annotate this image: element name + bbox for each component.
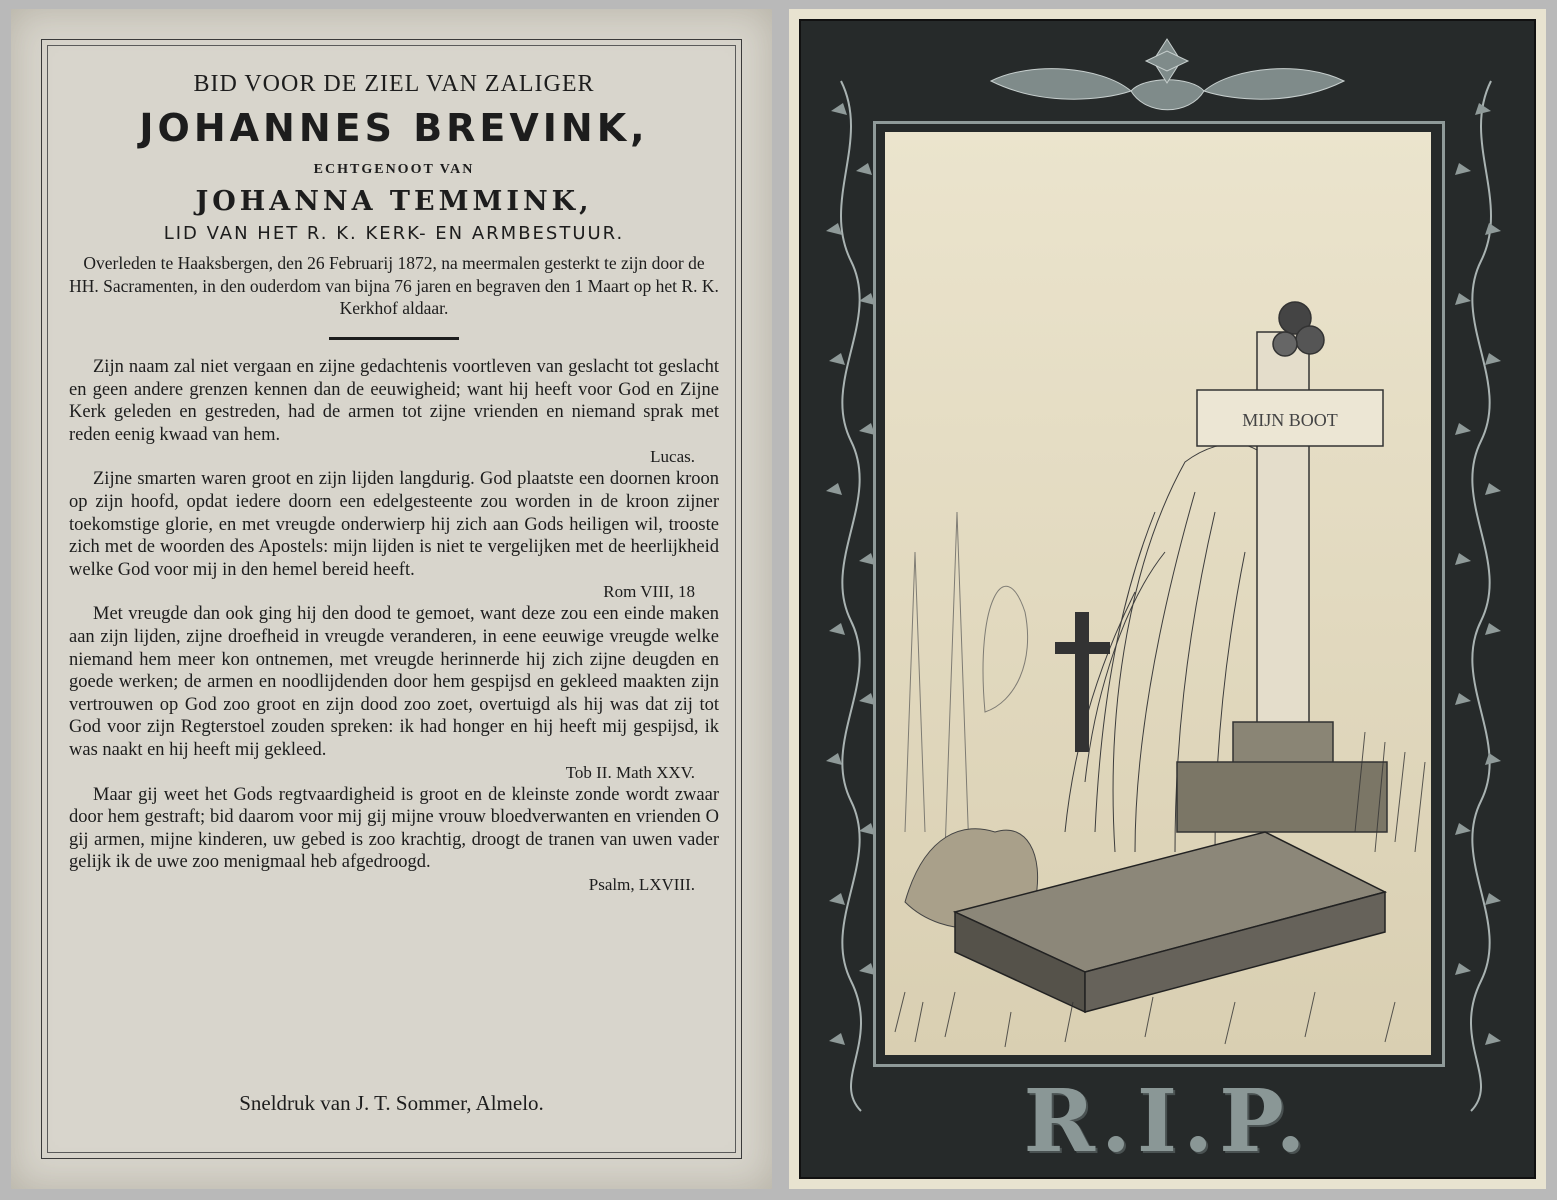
grave-illustration <box>885 132 1431 1055</box>
reference-2: Rom VIII, 18 <box>603 582 695 602</box>
reference-1: Lucas. <box>650 447 695 467</box>
grave-scene-icon <box>885 132 1431 1055</box>
paragraph-3 <box>69 603 719 761</box>
deceased-role: LID VAN HET R. K. KERK- EN ARMBESTUUR. <box>163 223 625 244</box>
paragraph-1 <box>69 356 719 446</box>
paragraph-4-text: Maar gij weet het Gods regtvaardigheid is groot en de kleinste zonde wordt zwaar door hem gestraft; bid daarom voor mij gij mijne vrouw bloedverwanten en vrienden O gij armen, mijne kinderen, uw gebed is zoo krachtig, droogt de tranen van uwen vader gelijk ik de uwe zoo menigmaal heb afgedroogd. <box>69 784 719 873</box>
death-notice: Overleden te Haaksbergen, den 26 Februarij 1872, na meermalen gesterkt te zijn door de HH. Sacramenten, in den ouderdom van bijna 76 jaren en begraven den 1 Maart op het R. K. Kerkhof aldaar. <box>69 253 719 318</box>
cross-inscription: MIJN BOOT <box>1242 410 1338 430</box>
rip-inscription: R.I.P. <box>1023 1071 1312 1172</box>
deceased-name: JOHANNES BREVINK, <box>139 106 649 150</box>
printer-credit: Sneldruk van J. T. Sommer, Almelo. <box>239 1091 544 1115</box>
divider-rule <box>329 337 459 340</box>
paragraph-4 <box>69 784 719 874</box>
paragraph-2 <box>69 468 719 581</box>
paragraph-2-text: Zijne smarten waren groot en zijn lijden langdurig. God plaatste een doornen kroon op zijn hoofd, opdat iedere doorn een edelgesteente zou worden in de kroon zijner toekomstige glorie, en met vreugde onderwierp hij zich aan Gods heiligen wil, trooste zich met de woorden des Apostels: mijn lijden is niet te vergelijken met de heerlijkheid welke God voor mij in den hemel bereid heeft. <box>69 469 719 580</box>
reference-4: Psalm, LXVIII. <box>588 874 695 894</box>
prayer-card-image-side <box>789 9 1546 1189</box>
reference-3: Tob II. Math XXV. <box>565 762 695 782</box>
paragraph-3-text: Met vreugde dan ook ging hij den dood te gemoet, want deze zou een einde maken aan zijn lijden, zijne droefheid in vreugde veranderen, in eene eeuwige vreugde welke niemand hem meer kon ontnemen, met vreugde herinnerde hij zich zijne deugden en goede werken; de armen en noodlijdenden door hem gespijsd en gekleed maakten zijn vertrouwen op God zoo groot en zijn dood zoo zoet, overtuigd als hij was dat zij tot God voor zijn Regterstoel zouden spreken: ik had honger en hij heeft mij gespijsd, ik was naakt en hij heeft mij gekleed. <box>69 604 719 760</box>
prayer-card-text-side <box>11 9 772 1189</box>
paragraph-1-text: Zijn naam zal niet vergaan en zijne gedachtenis voortleven van geslacht tot geslacht en geen andere grenzen kennen dan de eeuwigheid; want hij heeft voor God en Zijne Kerk geleden en gestreden, had de armen tot zijne vrienden en niemand sprak met reden eenig kwaad van hem. <box>69 357 719 445</box>
spouse-name: JOHANNA TEMMINK, <box>195 186 593 217</box>
spouse-label: ECHTGENOOT VAN <box>313 162 475 177</box>
prayer-heading: BID VOOR DE ZIEL VAN ZALIGER <box>193 71 595 97</box>
card-text-block <box>69 67 719 896</box>
